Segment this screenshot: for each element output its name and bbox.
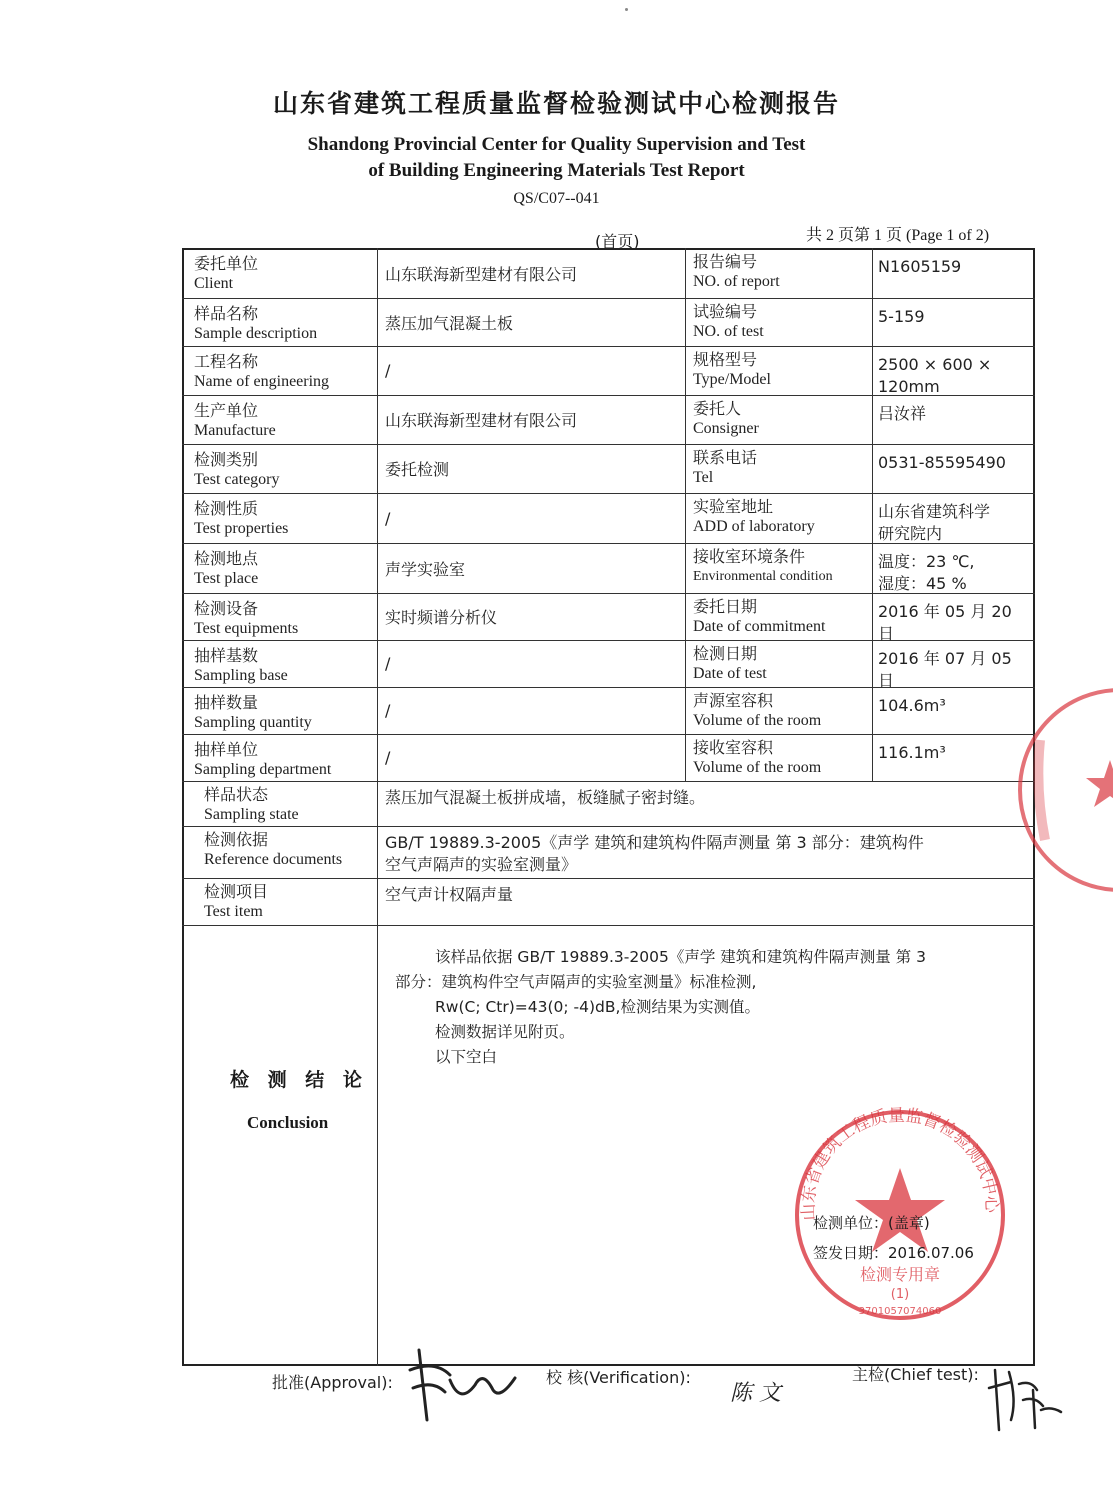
field-value: [878, 551, 1031, 593]
field-value: [878, 501, 1031, 543]
field-value: [385, 884, 1031, 925]
field-value-text: 2016 年 07 月 05 日: [878, 649, 1012, 690]
field-value: [385, 248, 681, 298]
field-label-en: Test item: [204, 903, 263, 920]
field-label-cn: 生产单位: [194, 401, 259, 420]
field-label-en: ADD of laboratory: [693, 518, 815, 535]
field-label: [194, 549, 373, 593]
field-value-text-2: 湿度：45 %: [878, 574, 967, 593]
column-divider: [872, 248, 873, 781]
conclusion-line-2: 部分：建筑构件空气声隔声的实验室测量》标准检测,: [395, 973, 757, 991]
field-label-en: NO. of report: [693, 273, 780, 290]
field-value-text: GB/T 19889.3-2005《声学 建筑和建筑构件隔声测量 第 3 部分：建筑构件: [385, 833, 924, 852]
field-value: [385, 543, 681, 593]
page-number: 共 2 页第 1 页 (Page 1 of 2): [806, 227, 990, 244]
field-value: [385, 493, 681, 543]
field-label-cn: 声源室容积: [693, 691, 774, 710]
field-label: [693, 448, 868, 493]
field-value-text: 实时频谱分析仪: [385, 608, 498, 627]
verification-label: 校 核(Verification):: [546, 1368, 691, 1387]
field-label-cn: 接收室环境条件: [693, 547, 806, 566]
field-value-text: 104.6m³: [878, 696, 946, 715]
field-value: [385, 346, 681, 395]
field-value: [878, 306, 1031, 346]
chief-test-label: 主检(Chief test):: [852, 1365, 979, 1384]
field-label-cn: 检测设备: [194, 599, 259, 618]
approval-signature: [405, 1340, 525, 1430]
field-label: [194, 401, 373, 444]
field-label: [693, 399, 868, 444]
field-label: [194, 693, 373, 734]
field-label-en: Sample description: [194, 325, 318, 342]
field-value-text: /: [385, 748, 391, 767]
field-label-en: Reference documents: [204, 851, 343, 868]
conclusion-line-1: 该样品依据 GB/T 19889.3-2005《声学 建筑和建筑构件隔声测量 第 3: [435, 948, 926, 966]
field-label-cn: 抽样基数: [194, 646, 259, 665]
field-label-cn: 检测类别: [194, 450, 259, 469]
field-value: [878, 742, 1031, 781]
issue-date: 签发日期：2016.07.06: [813, 1244, 974, 1262]
field-label-cn: 检测性质: [194, 499, 259, 518]
chief-test-signature: [985, 1360, 1065, 1440]
seal-text: 山东省建筑工程质量监督检验测试中心: [798, 1105, 1002, 1222]
field-value-text: /: [385, 701, 391, 720]
field-label-en: Sampling state: [204, 806, 299, 823]
conclusion-line-5: 以下空白: [435, 1048, 498, 1066]
field-label: [194, 450, 373, 493]
scan-dot: [625, 8, 628, 11]
approval-label: 批准(Approval):: [272, 1373, 393, 1392]
field-value: [878, 452, 1031, 493]
column-divider: [377, 248, 378, 1366]
field-label: [194, 304, 373, 346]
field-value: [385, 734, 681, 781]
field-label: [693, 691, 868, 734]
field-value-text-2: 120mm: [878, 377, 940, 396]
field-value-text: /: [385, 508, 391, 528]
field-label: [194, 352, 373, 395]
field-value-text: 吕汝祥: [878, 404, 927, 423]
field-label-cn: 工程名称: [194, 352, 259, 371]
field-value-text: 声学实验室: [385, 559, 466, 579]
report-title-cn: 山东省建筑工程质量监督检验测试中心检测报告: [272, 89, 840, 118]
field-value-text: /: [385, 654, 391, 673]
field-label-cn: 接收室容积: [693, 738, 774, 757]
field-value-text: 0531-85595490: [878, 453, 1006, 472]
field-label: [693, 302, 868, 346]
field-value: [385, 395, 681, 444]
partial-seal-stamp: [1010, 680, 1113, 900]
field-label: [204, 882, 373, 925]
field-label-cn: 试验编号: [693, 302, 758, 321]
field-label-cn: 样品名称: [194, 304, 259, 323]
field-value-text: 山东联海新型建材有限公司: [385, 264, 578, 284]
field-label: [693, 644, 868, 687]
field-value: [878, 648, 1031, 690]
field-label: [693, 252, 868, 298]
field-value-text: 2500 × 600 ×: [878, 355, 992, 374]
report-title-en-1: Shandong Provincial Center for Quality Supervision and Test: [307, 134, 806, 155]
testing-unit-seal-label: 检测单位：(盖章): [813, 1214, 930, 1232]
row-divider: [182, 826, 1035, 827]
field-value: [878, 601, 1031, 643]
field-label-en: Sampling base: [194, 667, 288, 684]
field-value: [385, 832, 1031, 878]
seal-number: (1): [890, 1287, 910, 1302]
report-title-en-2: of Building Engineering Materials Test Report: [368, 160, 745, 181]
field-label-en: Tel: [693, 469, 714, 486]
field-label-en: Test place: [194, 570, 259, 587]
field-label: [693, 738, 868, 781]
field-label-cn: 检测项目: [204, 882, 269, 901]
field-label: [693, 547, 868, 593]
field-value-text: N1605159: [878, 257, 962, 276]
field-label-cn: 实验室地址: [693, 497, 774, 516]
field-label-en: Client: [194, 275, 234, 292]
field-label-cn: 联系电话: [693, 448, 758, 467]
field-label-en: Test equipments: [194, 620, 299, 637]
field-label-en: Volume of the room: [693, 712, 822, 729]
field-label-cn: 委托单位: [194, 254, 259, 273]
conclusion-label-cn: 检 测 结 论: [230, 1069, 368, 1091]
field-value: [878, 403, 1031, 444]
field-label-en: Name of engineering: [194, 373, 330, 390]
field-label-en: Consigner: [693, 420, 759, 437]
field-value: [385, 787, 1031, 826]
field-value-text: 2016 年 05 月 20 日: [878, 602, 1012, 643]
field-label: [204, 785, 373, 826]
field-label-cn: 报告编号: [693, 252, 758, 271]
conclusion-label-en: Conclusion: [247, 1113, 329, 1132]
field-label-cn: 抽样单位: [194, 740, 259, 759]
field-value-text-2: 研究院内: [878, 524, 943, 543]
field-label: [194, 740, 373, 781]
field-value: [385, 298, 681, 346]
field-label-cn: 检测依据: [204, 830, 269, 849]
field-value-text: 5-159: [878, 307, 925, 326]
field-label-en: Manufacture: [194, 422, 276, 439]
conclusion-line-4: 检测数据详见附页。: [435, 1023, 575, 1041]
field-label-en: Date of commitment: [693, 618, 826, 635]
field-label-en: NO. of test: [693, 323, 764, 340]
field-value: [385, 444, 681, 493]
seal-code: 3701057074060: [858, 1306, 942, 1317]
field-value-text: 山东省建筑科学: [878, 502, 991, 521]
field-value: [385, 593, 681, 640]
field-value-text-2: 空气声隔声的实验室测量》: [385, 855, 578, 874]
field-label-cn: 样品状态: [204, 785, 269, 804]
field-value-text: 蒸压加气混凝土板拼成墙，板缝腻子密封缝。: [385, 788, 706, 807]
field-value: [878, 354, 1031, 395]
field-label-cn: 委托人: [693, 399, 742, 418]
field-label-en: Date of test: [693, 665, 767, 682]
field-label-en: Test category: [194, 471, 280, 488]
field-label-en: Type/Model: [693, 371, 771, 388]
field-label: [204, 830, 373, 878]
field-label: [693, 497, 868, 543]
field-value-text: 温度：23 ℃,: [878, 552, 975, 571]
field-label: [194, 499, 373, 543]
field-label-en: Volume of the room: [693, 759, 822, 776]
field-value: [385, 687, 681, 734]
field-label-en: Test properties: [194, 520, 289, 537]
field-label-cn: 委托日期: [693, 597, 758, 616]
field-label-cn: 检测地点: [194, 549, 259, 568]
conclusion-text: [395, 945, 1035, 1070]
field-value: [385, 640, 681, 687]
field-label: [693, 350, 868, 395]
field-value-text: 山东联海新型建材有限公司: [385, 411, 578, 430]
field-value-text: 空气声计权隔声量: [385, 885, 514, 904]
field-value-text: 蒸压加气混凝土板: [385, 313, 514, 333]
seal-sub-text: 检测专用章: [859, 1265, 941, 1284]
first-page-label: (首页): [595, 232, 640, 251]
field-label-en: Sampling department: [194, 761, 332, 778]
row-divider: [182, 781, 1035, 782]
verification-signature: 陈 文: [730, 1381, 781, 1406]
field-label-cn: 规格型号: [693, 350, 758, 369]
field-label-cn: 检测日期: [693, 644, 758, 663]
row-divider: [182, 925, 1035, 926]
field-label-en: Sampling quantity: [194, 714, 312, 731]
field-label: [194, 646, 373, 687]
field-label: [194, 599, 373, 640]
field-value-text: 委托检测: [385, 460, 450, 479]
field-label-en: Environmental condition: [693, 569, 833, 584]
field-label: [194, 254, 373, 298]
field-label: [693, 597, 868, 640]
form-code: QS/C07--041: [513, 190, 600, 207]
conclusion-line-3: Rw(C; Ctr)=43(0; -4)dB,检测结果为实测值。: [435, 998, 760, 1016]
field-value: [878, 256, 1031, 298]
field-label-cn: 抽样数量: [194, 693, 259, 712]
field-value: [878, 695, 1031, 734]
row-divider: [182, 878, 1035, 879]
field-value-text: /: [385, 361, 391, 380]
field-value-text: 116.1m³: [878, 743, 946, 762]
column-divider: [685, 248, 686, 781]
